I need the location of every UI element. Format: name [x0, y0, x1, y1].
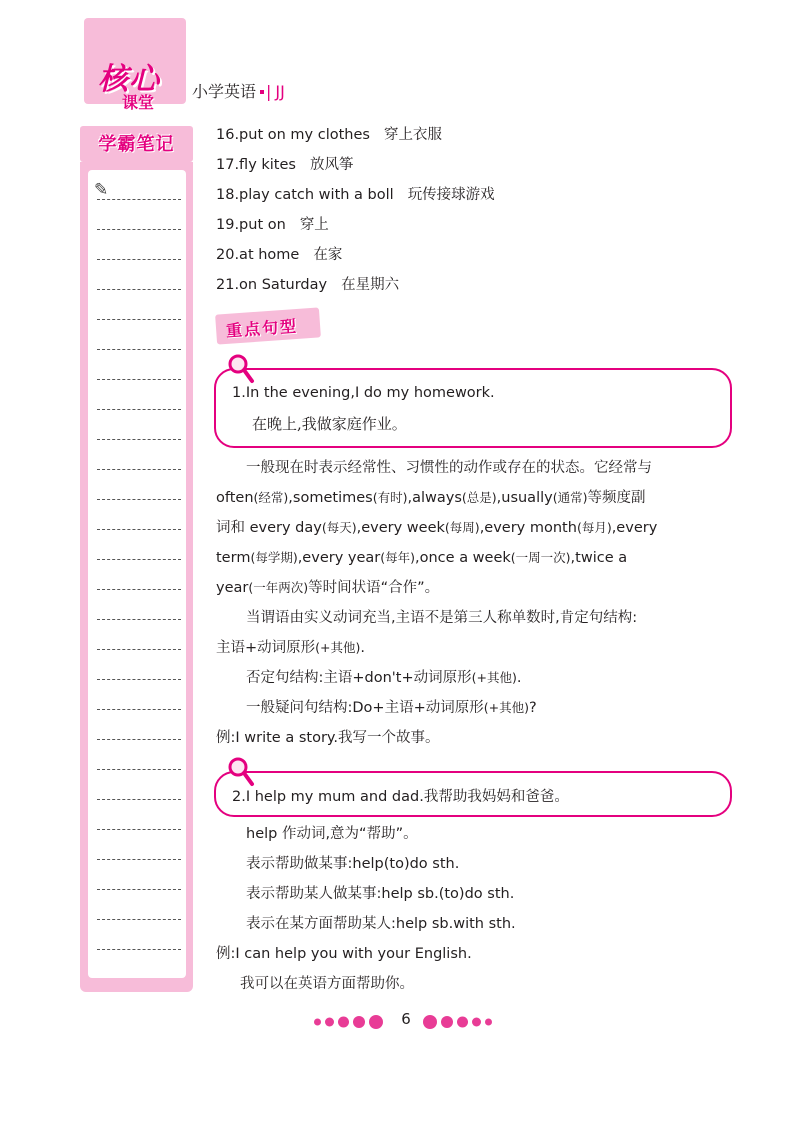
- pencil-icon: ✎: [94, 180, 109, 200]
- text: (+其他): [315, 640, 361, 655]
- note-line: [97, 379, 181, 380]
- separator-dot: [260, 90, 264, 94]
- text: (通常): [552, 490, 588, 505]
- section-title: 重点句型: [225, 316, 299, 341]
- text: (一周一次): [510, 550, 571, 565]
- vocab-en: 18.play catch with a boll: [216, 187, 394, 203]
- note-line: [97, 229, 181, 230]
- edition-label: JJ: [275, 82, 285, 101]
- vocab-item: [216, 183, 495, 204]
- separator-bar: |: [266, 82, 272, 101]
- text: 否定句结构:主语+don't+动词原形: [246, 670, 472, 686]
- note-line: [97, 559, 181, 560]
- decor-dot: [485, 1019, 492, 1026]
- text: ,every week: [356, 520, 445, 536]
- vocab-item: [216, 243, 342, 264]
- text: 主语+动词原形: [216, 640, 316, 656]
- text: (总是): [461, 490, 497, 505]
- note-line: [97, 739, 181, 740]
- text: (每年): [380, 550, 416, 565]
- vocab-cn: 在星期六: [341, 277, 400, 293]
- vocab-en: 20.at home: [216, 247, 300, 263]
- note-line: [97, 889, 181, 890]
- sentence1-en: 1.In the evening,I do my homework.: [232, 385, 495, 401]
- text: 等频度副: [587, 490, 646, 506]
- logo-line2: 课堂: [122, 93, 155, 112]
- question-structure: [216, 693, 736, 723]
- key-sentence-box-1: [214, 368, 732, 448]
- vocab-cn: 穿上衣服: [383, 127, 442, 143]
- text: (有时): [372, 490, 408, 505]
- note-line: [97, 259, 181, 260]
- text: (每天): [321, 520, 357, 535]
- vocab-item: [216, 153, 353, 174]
- decor-dot: [457, 1017, 468, 1028]
- text: (经常): [253, 490, 289, 505]
- text: .: [360, 640, 365, 656]
- text: term: [216, 550, 251, 566]
- text: ,always: [407, 490, 462, 506]
- text: 等时间状语“合作”。: [308, 580, 440, 596]
- note-line: [97, 589, 181, 590]
- note-line: [97, 829, 181, 830]
- vocab-cn: 穿上: [299, 217, 329, 233]
- note-line: [97, 859, 181, 860]
- note-line: [97, 409, 181, 410]
- text: ,once a week: [415, 550, 511, 566]
- note-line: [97, 709, 181, 710]
- key-sentence-box-2: [214, 771, 732, 817]
- para1-line1: 一般现在时表示经常性、习惯性的动作或存在的状态。它经常与: [246, 460, 652, 476]
- decor-dot: [472, 1018, 481, 1027]
- text: .: [516, 670, 522, 686]
- note-line: [97, 679, 181, 680]
- decor-dot: [423, 1015, 437, 1029]
- para2-line2: [216, 633, 736, 663]
- decor-dot: [325, 1018, 334, 1027]
- page-number: 6: [401, 1010, 411, 1028]
- para2-line1: 当谓语由实义动词充当,主语不是第三人称单数时,肯定句结构:: [246, 610, 638, 626]
- note-line: [97, 349, 181, 350]
- text: ,every year: [297, 550, 381, 566]
- vocab-item: [216, 123, 442, 144]
- decor-dot: [338, 1017, 349, 1028]
- para1-line2: [216, 483, 736, 513]
- text: ,every: [611, 520, 658, 536]
- para1-line5: [216, 573, 736, 603]
- example-2-en: 例:I can help you with your English.: [216, 946, 472, 962]
- text: (每周): [444, 520, 480, 535]
- text: ,sometimes: [288, 490, 373, 506]
- decor-dot: [314, 1019, 321, 1026]
- example-2-cn: 我可以在英语方面帮助你。: [240, 976, 414, 992]
- decor-dot: [441, 1016, 453, 1028]
- magnifier-icon: [226, 755, 256, 789]
- text: (每学期): [250, 550, 298, 565]
- header-subject: [192, 79, 285, 102]
- text: ?: [528, 700, 537, 716]
- text: (+其他): [483, 700, 529, 715]
- logo: [84, 18, 186, 112]
- text: ,usually: [496, 490, 553, 506]
- para1-line4: [216, 543, 736, 573]
- negative-structure: [216, 663, 736, 693]
- vocab-en: 17.fly kites: [216, 157, 296, 173]
- explanation-1: [216, 453, 736, 753]
- decor-dot: [353, 1016, 365, 1028]
- text: 词和 every day: [216, 520, 322, 536]
- note-line: [97, 319, 181, 320]
- note-line: [97, 769, 181, 770]
- text: ,twice a: [570, 550, 628, 566]
- note-line: [97, 499, 181, 500]
- vocab-item: [216, 213, 329, 234]
- text: (每月): [576, 520, 612, 535]
- explanation-2: [216, 819, 736, 999]
- note-line: [97, 469, 181, 470]
- help-usage-2: 表示帮助某人做某事:help sb.(to)do sth.: [246, 886, 515, 902]
- para1-line3: [216, 513, 736, 543]
- note-line: [97, 919, 181, 920]
- notes-area: [88, 170, 186, 978]
- help-usage-3: 表示在某方面帮助某人:help sb.with sth.: [246, 916, 516, 932]
- sidebar-title: 学霸笔记: [98, 134, 175, 155]
- magnifier-icon: [226, 352, 256, 386]
- text: (+其他): [471, 670, 517, 685]
- vocab-cn: 玩传接球游戏: [407, 187, 495, 203]
- example-1: 例:I write a story.我写一个故事。: [216, 730, 440, 746]
- note-line: [97, 199, 181, 200]
- note-line: [97, 619, 181, 620]
- note-line: [97, 649, 181, 650]
- note-line: [97, 949, 181, 950]
- sentence2-text: 2.I help my mum and dad.我帮助我妈妈和爸爸。: [232, 789, 569, 805]
- sentence1-cn: 在晚上,我做家庭作业。: [252, 415, 407, 433]
- text: ,every month: [479, 520, 577, 536]
- subject-label: 小学英语: [192, 82, 257, 101]
- logo-line1: 核心: [98, 62, 160, 97]
- note-line: [97, 529, 181, 530]
- text: often: [216, 490, 254, 506]
- vocab-cn: 放风筝: [309, 157, 354, 173]
- note-line: [97, 289, 181, 290]
- note-line: [97, 799, 181, 800]
- note-line: [97, 439, 181, 440]
- vocab-en: 21.on Saturday: [216, 277, 328, 293]
- vocab-en: 16.put on my clothes: [216, 127, 370, 143]
- decor-dot: [369, 1015, 383, 1029]
- help-usage-1: 表示帮助做某事:help(to)do sth.: [246, 856, 460, 872]
- text: year: [216, 580, 249, 596]
- vocab-item: [216, 273, 399, 294]
- help-meaning: help 作动词,意为“帮助”。: [246, 826, 418, 842]
- text: 一般疑问句结构:Do+主语+动词原形: [246, 700, 484, 716]
- vocab-en: 19.put on: [216, 217, 286, 233]
- vocab-cn: 在家: [313, 247, 343, 263]
- text: (一年两次): [248, 580, 309, 595]
